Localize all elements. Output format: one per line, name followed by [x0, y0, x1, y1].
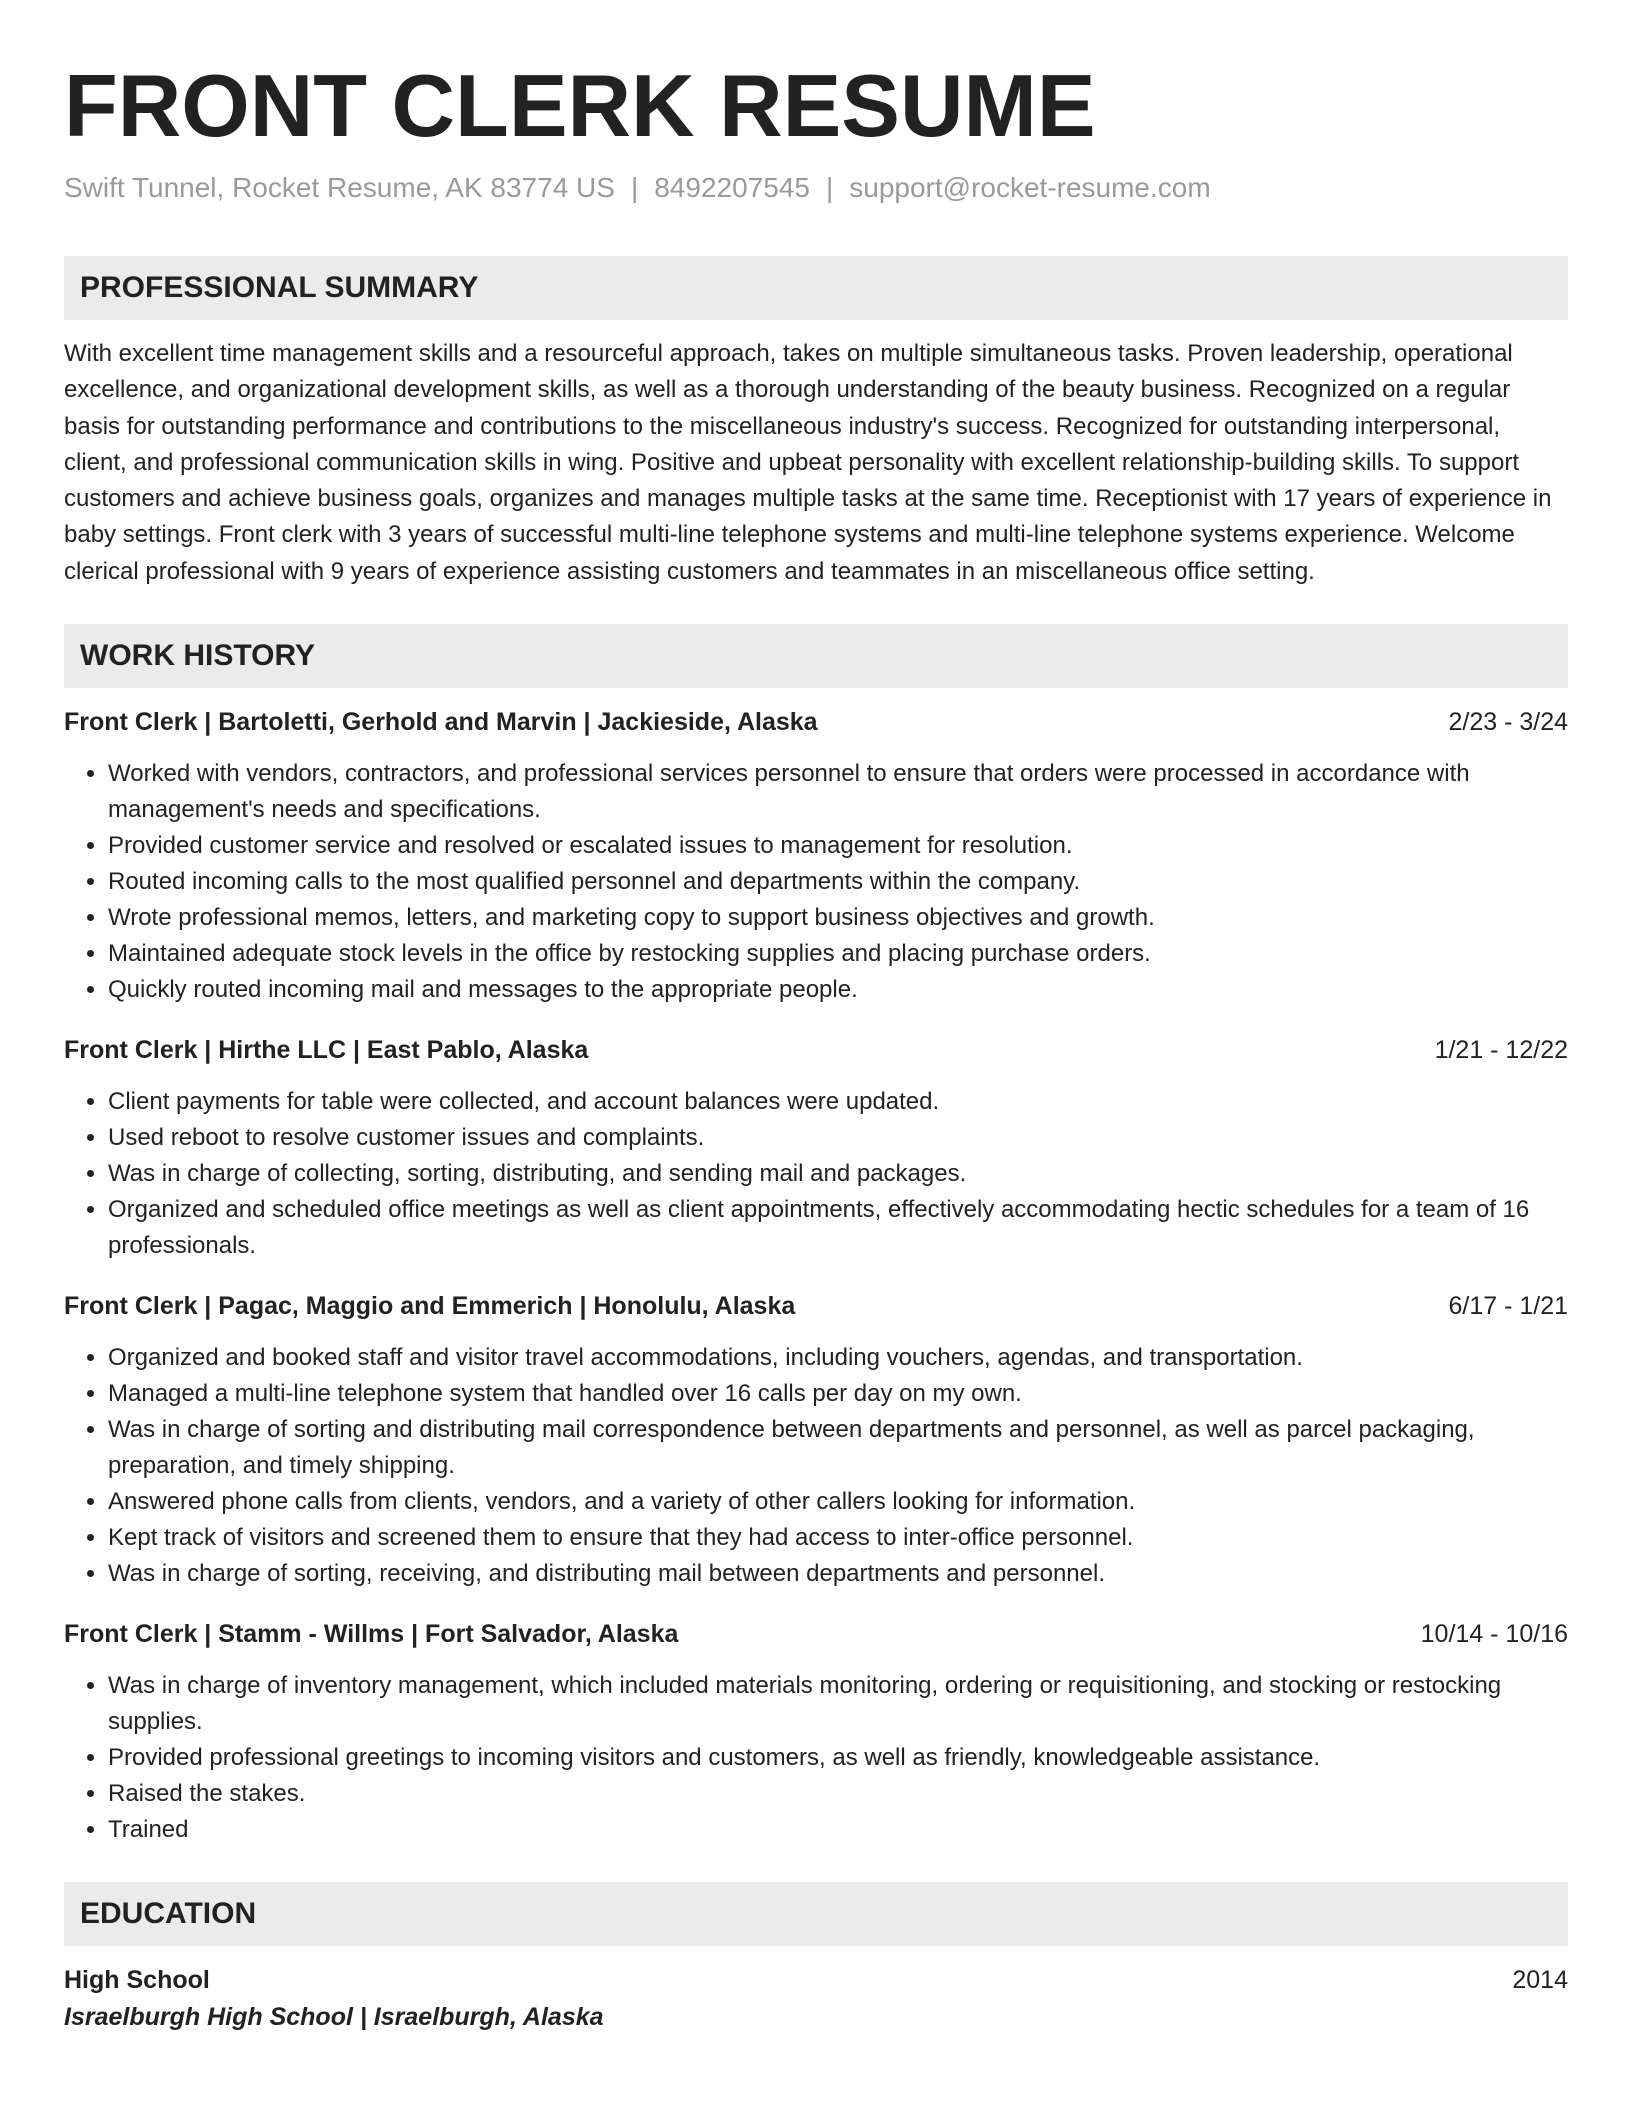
job-header: [64, 1288, 1568, 1324]
section-header-work-history: WORK HISTORY: [64, 624, 1568, 688]
job-bullet: • Was in charge of sorting, receiving, and distributing mail between departments and personnel.: [108, 1556, 1568, 1592]
job-entry: [64, 1032, 1568, 1264]
job-dates: 2/23 - 3/24: [1448, 708, 1568, 737]
section-header-summary: PROFESSIONAL SUMMARY: [64, 256, 1568, 320]
job-bullet: • Trained: [108, 1812, 1568, 1848]
section-header-education: EDUCATION: [64, 1882, 1568, 1946]
job-bullets: [64, 1668, 1568, 1848]
job-dates: 10/14 - 10/16: [1420, 1620, 1568, 1649]
job-bullet: • Quickly routed incoming mail and messages to the appropriate people.: [108, 972, 1568, 1008]
job-bullet: • Managed a multi-line telephone system that handled over 16 calls per day on my own.: [108, 1376, 1568, 1412]
job-dates: 1/21 - 12/22: [1434, 1036, 1568, 1065]
job-dates: 6/17 - 1/21: [1448, 1292, 1568, 1321]
contact-line: [64, 168, 1568, 208]
job-bullet: • Answered phone calls from clients, vendors, and a variety of other callers looking for information.: [108, 1484, 1568, 1520]
job-bullet: • Was in charge of sorting and distributing mail correspondence between departments and personnel, as well as parcel packaging, preparation, and timely shipping.: [108, 1412, 1568, 1484]
job-bullet: • Provided customer service and resolved or escalated issues to management for resolution.: [108, 828, 1568, 864]
job-bullet: • Raised the stakes.: [108, 1776, 1568, 1812]
job-bullet: • Organized and booked staff and visitor travel accommodations, including vouchers, agendas, and transportation.: [108, 1340, 1568, 1376]
job-bullet: • Was in charge of collecting, sorting, distributing, and sending mail and packages.: [108, 1156, 1568, 1192]
job-bullet: • Worked with vendors, contractors, and professional services personnel to ensure that orders were processed in accordance with management's needs and specifications.: [108, 756, 1568, 828]
contact-separator: |: [630, 172, 639, 203]
job-title: Front Clerk | Pagac, Maggio and Emmerich | Honolulu, Alaska: [64, 1292, 796, 1321]
job-entry: [64, 704, 1568, 1008]
summary-text: With excellent time management skills and a resourceful approach, takes on multiple simultaneous tasks. Proven leadership, operational excellence, and organizational development skills, as well as a thorough understanding of the beauty business. Recognized on a regular basis for outstanding performance and contributions to the miscellaneous industry's success. Recognized for outstanding interpersonal, client, and professional communication skills in wing. Positive and upbeat personality with excellent relationship-building skills. To support customers and achieve business goals, organizes and manages multiple tasks at the same time. Receptionist with 17 years of experience in baby settings. Front clerk with 3 years of successful multi-line telephone systems and multi-line telephone systems experience. Welcome clerical professional with 9 years of experience assisting customers and teammates in an miscellaneous office setting.: [64, 340, 1552, 585]
job-title: Front Clerk | Stamm - Willms | Fort Salvador, Alaska: [64, 1620, 679, 1649]
job-bullets: [64, 756, 1568, 1008]
contact-separator: |: [825, 172, 834, 203]
work-history-list: [64, 704, 1568, 1848]
job-header: [64, 1032, 1568, 1068]
job-bullet: • Provided professional greetings to incoming visitors and customers, as well as friendly, knowledgeable assistance.: [108, 1740, 1568, 1776]
contact-email: support@rocket-resume.com: [849, 172, 1211, 203]
job-title: Front Clerk | Hirthe LLC | East Pablo, Alaska: [64, 1036, 589, 1065]
job-bullet: • Was in charge of inventory management, which included materials monitoring, ordering or requisitioning, and stocking or restocking supplies.: [108, 1668, 1568, 1740]
education-school: Israelburgh High School | Israelburgh, Alaska: [64, 2003, 604, 2032]
job-entry: [64, 1288, 1568, 1592]
resume-title: FRONT CLERK RESUME: [64, 56, 1096, 155]
job-bullet: • Kept track of visitors and screened them to ensure that they had access to inter-office personnel.: [108, 1520, 1568, 1556]
job-bullet: • Client payments for table were collected, and account balances were updated.: [108, 1084, 1568, 1120]
job-bullet: • Used reboot to resolve customer issues and complaints.: [108, 1120, 1568, 1156]
job-entry: [64, 1616, 1568, 1848]
job-bullet: • Maintained adequate stock levels in the office by restocking supplies and placing purchase orders.: [108, 936, 1568, 972]
job-bullet: • Routed incoming calls to the most qualified personnel and departments within the company.: [108, 864, 1568, 900]
job-bullets: [64, 1340, 1568, 1592]
job-header: [64, 1616, 1568, 1652]
education-header: [64, 1962, 1568, 1998]
job-bullets: [64, 1084, 1568, 1264]
contact-phone: 8492207545: [654, 172, 810, 203]
job-title: Front Clerk | Bartoletti, Gerhold and Marvin | Jackieside, Alaska: [64, 708, 818, 737]
job-bullet: • Wrote professional memos, letters, and marketing copy to support business objectives and growth.: [108, 900, 1568, 936]
education-year: 2014: [1512, 1966, 1568, 1995]
education-entry: [64, 1962, 1568, 2036]
job-bullet: • Organized and scheduled office meetings as well as client appointments, effectively accommodating hectic schedules for a team of 16 professionals.: [108, 1192, 1568, 1264]
job-header: [64, 704, 1568, 740]
contact-address: Swift Tunnel, Rocket Resume, AK 83774 US: [64, 172, 615, 203]
education-degree: High School: [64, 1966, 210, 1995]
